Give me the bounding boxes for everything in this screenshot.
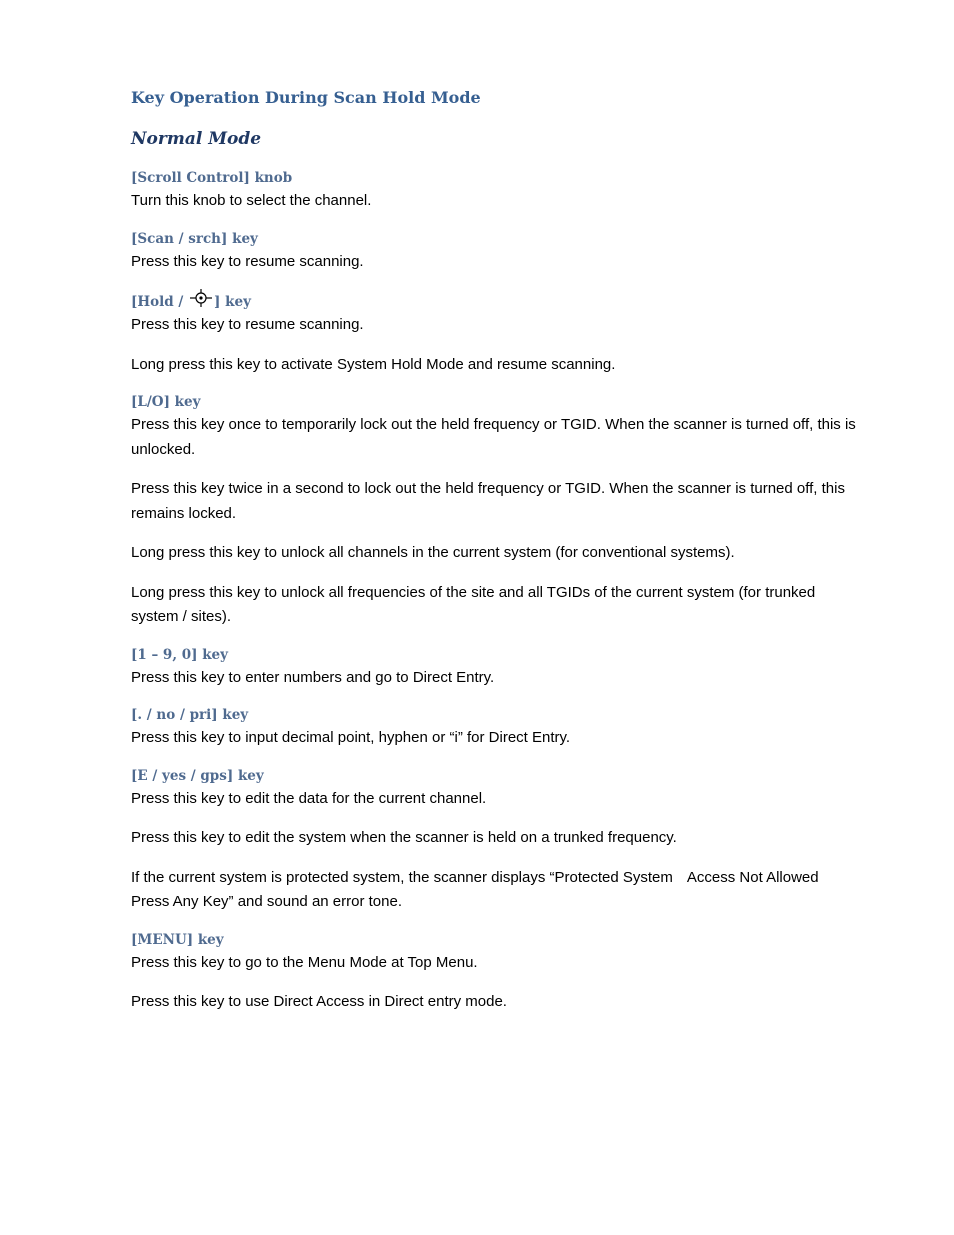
section-paragraph: Press this key to enter numbers and go to Direct Entry. <box>131 668 495 686</box>
document-page <box>131 86 861 1015</box>
key-heading-scroll-control: [Scroll Control] knob <box>131 170 293 186</box>
hold-target-icon <box>188 288 214 308</box>
key-heading-hold <box>131 291 861 313</box>
key-heading-prefix: [Hold / <box>131 294 189 310</box>
section-paragraph: Press this key to edit the data for the current channel. <box>131 789 487 807</box>
section-paragraph: Press this key to resume scanning. <box>131 316 364 333</box>
key-heading-suffix: ] key <box>214 294 251 310</box>
protected-text-part1: If the current system is protected system, the scanner displays “Protected System <box>131 868 673 886</box>
section-paragraph: Long press this key to unlock all frequencies of the site and all TGIDs of the current system (for trunked system / sites). <box>131 583 816 625</box>
section-scan-srch <box>131 228 861 275</box>
section-paragraph: Press this key to edit the system when the scanner is held on a trunked frequency. <box>131 829 677 846</box>
section-scroll-control <box>131 167 861 214</box>
section-number-keys <box>131 644 861 691</box>
section-paragraph: Turn this knob to select the channel. <box>131 192 372 209</box>
section-hold <box>131 291 861 377</box>
key-heading-menu-key: [MENU] key <box>131 931 224 948</box>
protected-text-part2: Access Not Allowed Press Any Key” and sound an error tone. <box>131 868 819 910</box>
section-lockout <box>131 391 861 630</box>
protected-system-paragraph <box>131 866 861 915</box>
key-heading-lockout: [L/O] key <box>131 394 201 410</box>
page-subtitle: Normal Mode <box>131 129 262 149</box>
section-paragraph: Long press this key to activate System Hold Mode and resume scanning. <box>131 355 616 373</box>
key-heading-e-key: [E / yes / gps] key <box>131 767 264 784</box>
page-title: Key Operation During Scan Hold Mode <box>131 88 481 107</box>
key-heading-number-keys: [1 – 9, 0] key <box>131 646 228 663</box>
section-paragraph: Press this key to go to the Menu Mode at Top Menu. <box>131 953 478 971</box>
key-heading-decimal-key: [. / no / pri] key <box>131 707 249 723</box>
section-paragraph: Press this key to input decimal point, hyphen or “i” for Direct Entry. <box>131 729 571 746</box>
section-paragraph: Long press this key to unlock all channels in the current system (for conventional systems). <box>131 544 735 561</box>
section-paragraph: Press this key to use Direct Access in Direct entry mode. <box>131 993 507 1010</box>
section-paragraph: Press this key to resume scanning. <box>131 252 364 270</box>
key-heading-scan-srch: [Scan / srch] key <box>131 230 258 247</box>
section-menu-key <box>131 929 861 1015</box>
section-paragraph: Press this key twice in a second to lock out the held frequency or TGID. When the scanner is turned off, this remains locked. <box>131 480 845 522</box>
section-decimal-key <box>131 704 861 751</box>
section-paragraph: Press this key once to temporarily lock out the held frequency or TGID. When the scanner is turned off, this is unlocked. <box>131 416 856 458</box>
section-e-key <box>131 765 861 915</box>
